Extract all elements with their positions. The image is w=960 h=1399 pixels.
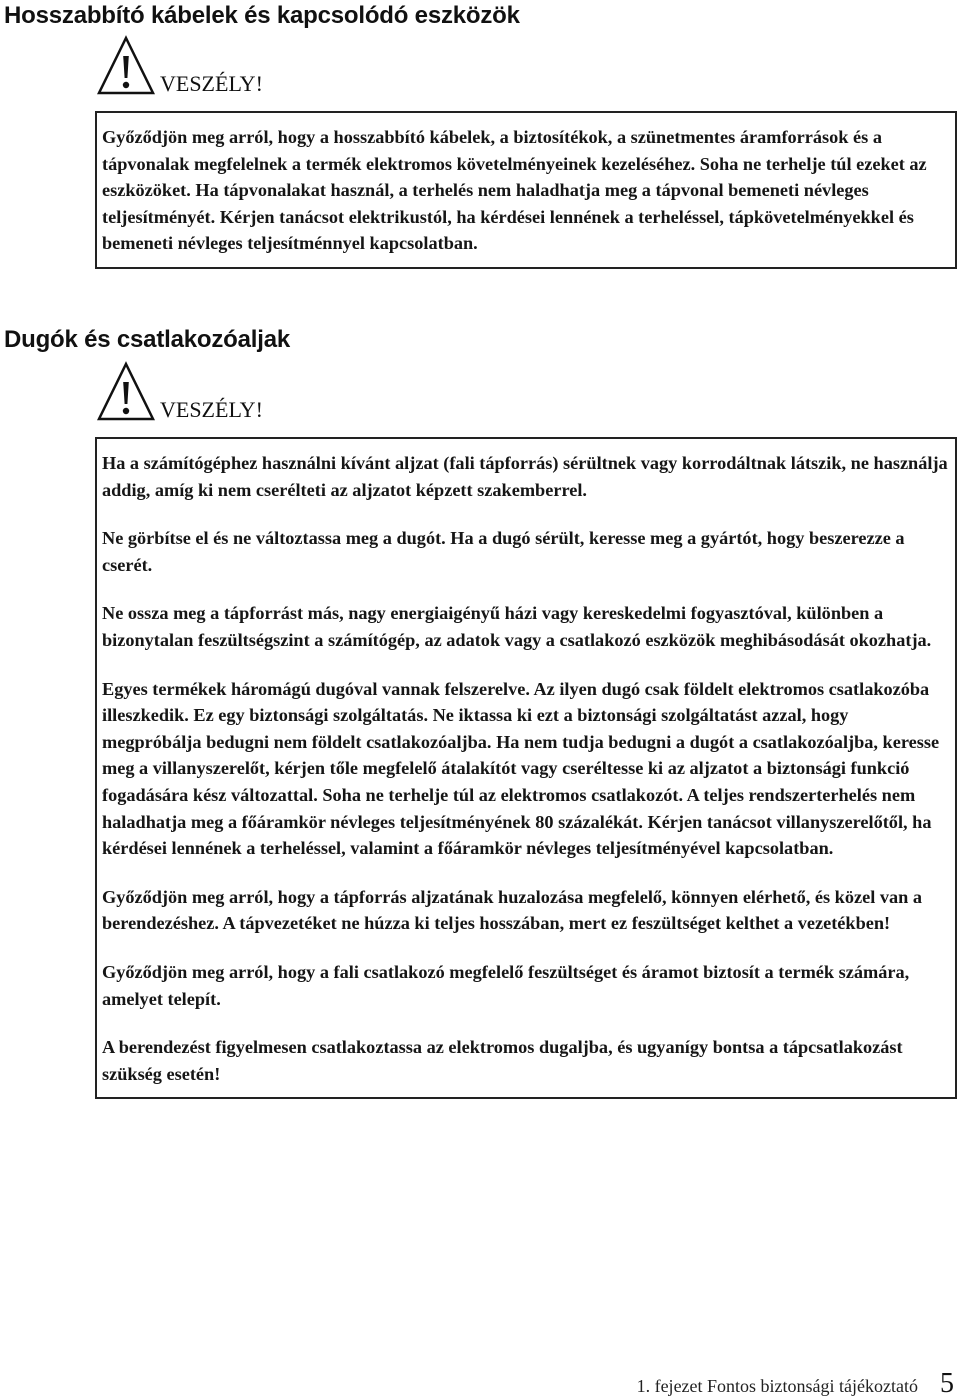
- footer-chapter-title: 1. fejezet Fontos biztonsági tájékoztató: [636, 1376, 918, 1396]
- page-number: 5: [940, 1368, 954, 1399]
- notice-paragraph: Ha a számítógéphez használni kívánt aljzat (fali tápforrás) sérültnek vagy korrodáltnak látszik, ne használja addig, amíg ki nem cserélteti az aljzatot képzett szakemberrel.: [102, 453, 948, 500]
- danger-label: VESZÉLY!: [160, 397, 263, 422]
- notice-paragraph: Győződjön meg arról, hogy a hosszabbító kábelek, a biztosítékok, a szünetmentes áramforrások és a tápvonalak megfelelnek a termék elektromos követelményeinek kezeléséhez. Soha ne terhelje túl ezeket az eszközöket. Ha tápvonalakat használ, a terhelés nem haladhatja meg a tápvonal bemeneti névleges teljesítményét. Kérjen tanácsot elektrikustól, ha kérdései lennének a terheléssel, tápkövetelményekkel és bemeneti névleges teljesítménnyel kapcsolatban.: [102, 127, 927, 254]
- page-footer: [637, 1367, 954, 1399]
- notice-box-plugs-and-outlets: [95, 437, 957, 1099]
- danger-notice-1: [96, 34, 396, 98]
- notice-paragraph: Győződjön meg arról, hogy a tápforrás aljzatának huzalozása megfelelő, könnyen elérhető, és közel van a berendezéshez. A tápvezetéket ne húzza ki teljes hosszában, mert ez feszültséget kelthet a vezetékben!: [102, 886, 923, 934]
- notice-paragraph: Ne görbítse el és ne változtassa meg a dugót. Ha a dugó sérült, keresse meg a gyártót, hogy beszerezze a cserét.: [102, 528, 905, 575]
- notice-paragraph: Ne ossza meg a tápforrást más, nagy energiaigényű házi vagy kereskedelmi fogyasztóval, különben a bizonytalan feszültségszint a számítógép, az adatok vagy a csatlakozó eszközök meghibásodását okozhatja.: [102, 603, 932, 650]
- section-title-extension-cables: Hosszabbító kábelek és kapcsolódó eszközök: [4, 2, 520, 29]
- danger-label: VESZÉLY!: [160, 71, 263, 96]
- section-title-plugs-and-outlets: Dugók és csatlakozóaljak: [4, 326, 290, 353]
- notice-paragraph: Győződjön meg arról, hogy a fali csatlakozó megfelelő feszültséget és áramot biztosít a termék számára, amelyet telepít.: [102, 961, 910, 1009]
- warning-triangle-icon: [96, 360, 156, 422]
- warning-triangle-icon: [96, 34, 156, 96]
- notice-paragraph: Egyes termékek háromágú dugóval vannak felszerelve. Az ilyen dugó csak földelt elektromos csatlakozóba illeszkedik. Ez egy biztonsági szolgáltatás. Ne iktassa ki ezt a biztonsági szolgáltatást azzal, hogy megpróbálja bedugni nem földelt csatlakozóaljba. Ha nem tudja bedugni a dugót a csatlakozóaljba, keresse meg a villanyszerelőt, kérjen tőle megfelelő átalakítót vagy cseréltesse ki az aljzatot a biztonsági funkció fogadására kész változattal. Soha ne terhelje túl az elektromos csatlakozót. A teljes rendszerterhelés nem haladhatja meg a főáramkör névleges teljesítményének 80 százalékát. Kérjen tanácsot villanyszerelőtől, ha kérdései lennének a terheléssel, valamint a főáramkör névleges teljesítményével kapcsolatban.: [102, 678, 940, 859]
- danger-notice-2: [96, 360, 396, 424]
- notice-paragraph: A berendezést figyelmesen csatlakoztassa az elektromos dugaljba, és ugyanígy bontsa a tápcsatlakozást szükség esetén!: [102, 1037, 903, 1084]
- notice-box-extension-cables: [95, 111, 957, 269]
